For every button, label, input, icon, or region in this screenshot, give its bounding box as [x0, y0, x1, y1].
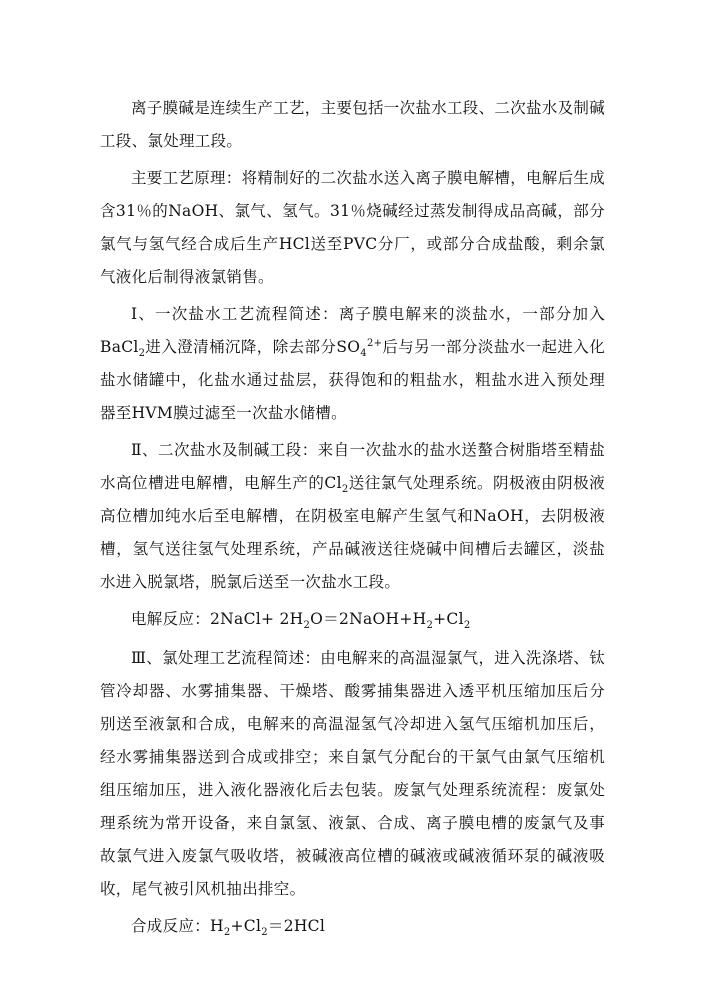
cl2-subscript: 2: [341, 484, 349, 496]
principle-paragraph: 主要工艺原理：将精制好的二次盐水送入离子膜电解槽，电解后生成含31％的NaOH、氯气、氢气。31％烧碱经过蒸发制得成品高碱，部分氯气与氢气经合成后生产HCl送至PVC分厂，或部分合成盐酸，剩余氯气液化后制得液氯销售。: [100, 169, 606, 286]
h2-subscript: 2: [223, 927, 231, 939]
section-2-text: 送往氯气处理系统。阴极液由阴极液高位槽加纯水后至电解槽，在阴极室电解产生氢气和NaOH，去阴极液槽，氢气送往氢气处理系统，产品碱液送往烧碱中间槽后去罐区，淡盐水进入脱氯塔，脱氯后送至一次盐水工段。: [100, 474, 605, 591]
cl2-subscript: 2: [261, 927, 268, 939]
section-1-text: Ⅰ、一次盐水工艺流程简述：离子膜电解来的淡盐水，一部分加入BaCl: [100, 305, 605, 356]
section-1-text: 后与另一部分淡盐水一起进入化盐水储罐中，化盐水通过盐层，获得饱和的粗盐水，粗盐水进入预处理器至HVM膜过滤至一次盐水储槽。: [100, 338, 605, 422]
section-1-text: 进入澄清桶沉降，除去部分SO: [145, 338, 361, 356]
reaction-text: O＝2NaOH+H: [310, 610, 427, 628]
h2o-subscript: 2: [303, 620, 311, 632]
reaction-text: 合成反应：H: [131, 917, 224, 935]
h2-subscript: 2: [426, 620, 434, 632]
section-1-paragraph: [100, 298, 605, 430]
so4-superscript: 2+: [366, 337, 383, 349]
reaction-text: ＝2HCl: [267, 917, 326, 935]
section-2-text: Ⅱ、二次盐水及制碱工段：来自一次盐水的盐水送螯合树脂塔至精盐水高位槽进电解槽，电解生产的Cl: [100, 441, 605, 492]
section-2-paragraph: [100, 434, 605, 599]
intro-paragraph: 离子膜碱是连续生产工艺，主要包括一次盐水工段、二次盐水及制碱工段、氯处理工段。: [100, 99, 606, 150]
reaction-text: +Cl: [433, 610, 464, 628]
reaction-text: +Cl: [230, 917, 262, 935]
reaction-text: 电解反应：2NaCl+ 2H: [131, 610, 304, 628]
electrolysis-reaction: [100, 603, 605, 636]
cl2-subscript: 2: [463, 620, 471, 632]
synthesis-reaction: [100, 910, 605, 943]
document-body: [100, 92, 605, 949]
section-3-paragraph: Ⅲ、氯处理工艺流程简述：由电解来的高温湿氯气，进入洗涤塔、钛管冷却器、水雾捕集器、干燥塔、酸雾捕集器进入透平机压缩加压后分别送至液氯和合成，电解来的高温湿氢气冷却进入氢气压缩机加压后，经水雾捕集器送到合成或排空；来自氯气分配台的干氯气由氯气压缩机组压缩加压，进入液化器液化后去包装。废氯气处理系统流程：废氯处理系统为常开设备，来自氯氢、液氯、合成、离子膜电槽的废氯气及事故氯气进入废氯气吸收塔，被碱液高位槽的碱液或碱液循环泵的碱液吸收，尾气被引风机抽出排空。: [100, 649, 605, 898]
bacl2-subscript: 2: [138, 348, 146, 360]
so4-subscript: 4: [360, 348, 367, 360]
